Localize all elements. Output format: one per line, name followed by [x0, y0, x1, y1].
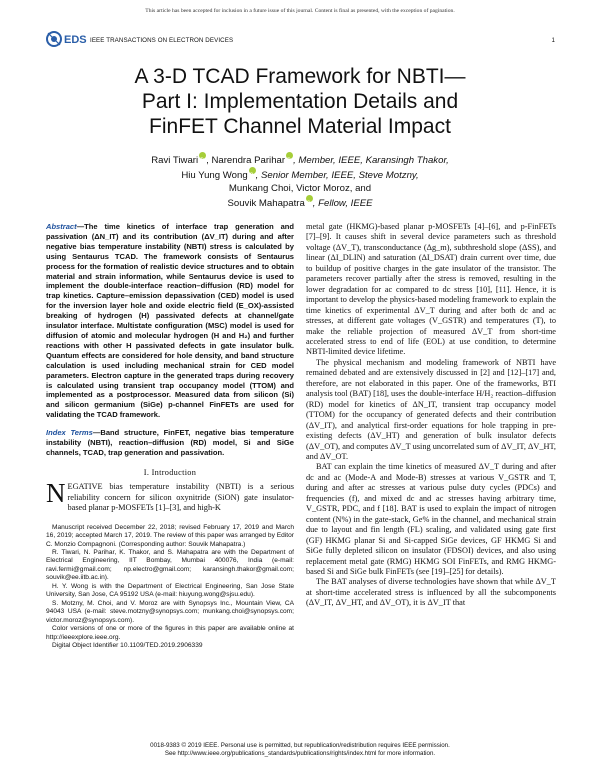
eds-logo [46, 28, 88, 48]
left-column [46, 222, 294, 650]
footnote: R. Tiwari, N. Parihar, K. Thakor, and S. Mahapatra are with the Department of Electrical Engineering, IIT Bombay, Mumbai 400076, India (e-mail: ravi.fermi@gmail.com; np.electro@gmail.com; karansingh.thakor@gmail.com; souvik@ee.iitb.ac.in). [46, 549, 294, 582]
svg-text:EDS: EDS [64, 34, 87, 46]
footnotes [46, 524, 294, 651]
index-terms-lead: Index Terms [46, 428, 93, 438]
body-paragraph: The BAT analyses of diverse technologies have shown that while ΔV_T at short-time accelerated stress is influenced by all the subcomponents (ΔV_IT, ΔV_HT, and ΔV_OT), it is ΔV_IT that [306, 577, 556, 608]
abstract-lead: Abstract [46, 222, 77, 231]
author-name: , Narendra Parihar [206, 155, 286, 166]
index-terms-text: —Band structure, FinFET, negative bias temperature instability (NBTI), reaction–diffusion (RD) model, Si and SiGe channels, TCAD, trap generation and passivation. [46, 428, 294, 457]
body-paragraph: metal gate (HKMG)-based planar p-MOSFETs [4]–[6], and p-FinFETs [7]–[9]. It causes shift in several device parameters such as threshold voltage (ΔV_T), transconductance (Δg_m), subthreshold slope (ΔSS), and linear (ΔI_DLIN) and saturation (ΔI_DSAT) drain current over time, due to buildup of positive charges in the gate insulator of the transistor. The parameters recover partially after the stress is removed, resulting in the lower degradation for ac compared to dc stress [10], [11]. Hence, it is important to develop the physics-based modeling framework to explain the time kinetics of experimental ΔV_T during and after both dc and ac stresses, at different gate voltages (V_GSTR) and temperatures (T), to make the reliable projection of measured ΔV_T from short-time accelerated stress to end of life (EOL) at use condition, to determine NBTI-limited device lifetime. [306, 222, 556, 357]
author-list [80, 152, 520, 210]
section-heading: I. Introduction [143, 467, 197, 477]
author-name: Souvik Mahapatra [227, 198, 305, 209]
footnote: Color versions of one or more of the figures in this paper are available online at http://ieeexplore.ieee.org. [46, 625, 294, 641]
footnote: Manuscript received December 22, 2018; revised February 17, 2019 and March 16, 2019; accepted March 17, 2019. The review of this paper was arranged by Editor C. Monzio Compagnoni. (Corresponding author: Souvik Mahapatra.) [46, 523, 294, 548]
orcid-icon[interactable] [306, 195, 313, 202]
drop-cap: N [46, 478, 66, 509]
orcid-icon[interactable] [249, 167, 256, 174]
copyright-line: See http://www.ieee.org/publications_standards/publications/rights/index.html for more information. [164, 750, 436, 757]
right-column [306, 222, 556, 609]
body-paragraph: The physical mechanism and modeling framework of NBTI have remained debated and are extensively discussed in [2] and [12]–[17] and, therefore, are not elaborated in this paper. One of the frameworks, BTI analysis tool (BAT) [18], uses the double-interface H/H₂ reaction–diffusion (RD) model for kinetics of ΔN_IT, transient trap occupancy model (TTOM) for the occupancy of generated defects and their contribution (ΔV_IT), and analytical first-order equations for hole trapping in pre-existing defects (ΔV_HT) and generation of bulk insulator defects (ΔV_OT), and computes ΔV_T using uncorrelated sum of ΔV_IT, ΔV_HT, and ΔV_OT. [306, 357, 556, 461]
author-name: Munkang Choi, Victor Moroz, and [228, 183, 372, 194]
title-line: Part I: Implementation Details and [141, 90, 459, 113]
copyright-notice [0, 742, 600, 758]
acceptance-note: This article has been accepted for inclusion in a future issue of this journal. Content is final as presented, with the exception of pagination. [145, 8, 455, 14]
author-name: Hiu Yung Wong [181, 170, 248, 181]
intro-text: EGATIVE bias temperature instability (NBTI) is a serious reliability concern for silicon oxynitride (SiON) gate insulator-based planar p-MOSFETs [1]–[3], and high-K [67, 482, 294, 513]
abstract-text: —The time kinetics of interface trap generation and passivation (ΔN_IT) and its contribution (ΔV_IT) during and after negative bias temperature instability (NBTI) stress is calculated by using Sentaurus TCAD. The framework consists of Sentaurus process for the formation of realistic device structures and to obtain material and strain information, while Sentaurus device is used to implement the double-interface reaction–diffusion (RD) model for trap kinetics. Capture–emission depassivation (CED) model is used for the inversion layer hole and oxide electric field (E_OX)-assisted breaking of hydrogen (H) passivated defects at channel/gate insulator interface. Multistate configuration (MSC) model is used for diffusion of atomic and molecular hydrogen (H and H₂) and further reactions with other H passivated defects in gate insulator bulk. Quantum effects are considered for hole density, and band structure calculation is used including mechanical strain for CED model parameters. Electron capture in the generated traps during recovery is calculated using transient trap occupancy model (TTOM) and implemented as a postprocessor. Measured data from silicon (Si) and silicon germanium (SiGe) p-channel FinFETs are used for validating the TCAD framework. [46, 222, 294, 420]
intro-paragraph [46, 478, 294, 513]
doi: Digital Object Identifier 10.1109/TED.2019.2906339 [52, 642, 203, 649]
title-line: FinFET Channel Material Impact [149, 115, 451, 138]
orcid-icon[interactable] [286, 152, 293, 159]
author-affil: , Senior Member, IEEE, Steve Motzny, [255, 170, 419, 181]
author-affil: , Fellow, IEEE [312, 198, 373, 209]
title-line: A 3-D TCAD Framework for NBTI— [134, 65, 466, 88]
author-affil: , Member, IEEE, Karansingh Thakor, [293, 155, 449, 166]
footnote: H. Y. Wong is with the Department of Electrical Engineering, San Jose State University, San Jose, CA 95192 USA (e-mail: hiuyung.wong@sjsu.edu). [46, 582, 294, 599]
abstract [46, 222, 294, 420]
body-paragraph: BAT can explain the time kinetics of measured ΔV_T during and after dc and ac (Mode-A and Mode-B) stresses at various V_GSTR and T, during and after ac stresses at various pulse duty cycles (PDCs) and frequencies (f), and mixed dc and ac stresses having arbitrary time, V_GSTR, PDC, and f [18]. BAT is used to explain the impact of nitrogen content (N%) in the gate-stack, Ge% in the channel, and mechanical strain due to layout and fin length (FL) scaling, and validated using gate first (GF) HKMG planar Si and Si-capped SiGe devices, GF HKMG Si and SiGe fully depleted silicon on insulator (FDSOI) devices, and also using replacement metal gate (RMG) HKMG SOI FinFETs, and RMG HKMG-based Si and SiGe bulk FinFETs (see [19]–[25] for details). [306, 462, 556, 576]
journal-name: IEEE TRANSACTIONS ON ELECTRON DEVICES [90, 37, 234, 44]
author-name: Ravi Tiwari [151, 155, 199, 166]
paper-title [60, 64, 540, 139]
footnote: S. Motzny, M. Choi, and V. Moroz are with Synopsys Inc., Mountain View, CA 94043 USA (e-mail: steve.motzny@synopsys.com; munkang.choi@synopsys.com; victor.moroz@synopsys.com). [46, 599, 294, 624]
page-number: 1 [551, 37, 555, 44]
index-terms [46, 428, 294, 458]
copyright-line: 0018-9383 © 2019 IEEE. Personal use is permitted, but republication/redistribution requires IEEE permission. [150, 742, 450, 749]
